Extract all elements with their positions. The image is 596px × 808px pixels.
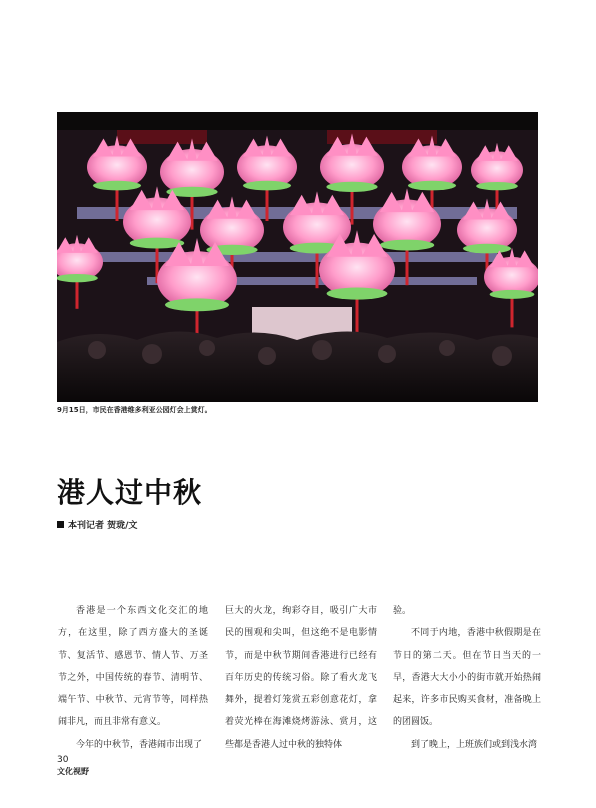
photo-caption: 9月15日，市民在香港维多利亚公园灯会上赏灯。: [57, 406, 212, 414]
byline-text: 本刊记者 贺珑/文: [68, 521, 138, 531]
byline-square-icon: [57, 521, 64, 528]
paragraph: 巨大的火龙，绚彩夺目，吸引广大市民的围观和尖叫，但这绝不是电影情节，而是中秋节期间香港进行已经有百年历史的传统习俗。除了看火龙飞舞外，提着灯笼赏五彩创意花灯，拿着荧光棒在海滩烧烤游泳、赏月，这些都是香港人过中秋的独特体: [225, 606, 377, 750]
paragraph: 到了晚上，上班族们或到浅水湾: [411, 739, 538, 750]
paragraph: 不同于内地，香港中秋假期是在节日的第二天。但在节日当天的一早，香港大大小小的街市就开始热闹起来，许多市民购买食材，准备晚上的团圆饭。: [393, 628, 541, 728]
lantern-scene-illustration: [57, 112, 538, 402]
byline: [57, 518, 137, 531]
lantern-festival-photo: [57, 112, 538, 402]
paragraph: 验。: [393, 606, 412, 616]
paragraph: 香港是一个东西文化交汇的地方，在这里，除了西方盛大的圣诞节、复活节、感恩节、情人节、万圣节之外，中国传统的春节、清明节、端午节、中秋节、元宵节等，同样热闹非凡，而且非常有意义。: [58, 606, 208, 728]
article-column-1: [58, 600, 208, 756]
paragraph: 今年的中秋节，香港闹市出现了: [76, 739, 203, 750]
magazine-logo: 文化视野: [57, 767, 89, 776]
page-number: 30: [57, 755, 69, 765]
article-column-3: [393, 600, 541, 756]
article-column-2: [225, 600, 377, 756]
article-title: 港人过中秋: [57, 476, 203, 509]
